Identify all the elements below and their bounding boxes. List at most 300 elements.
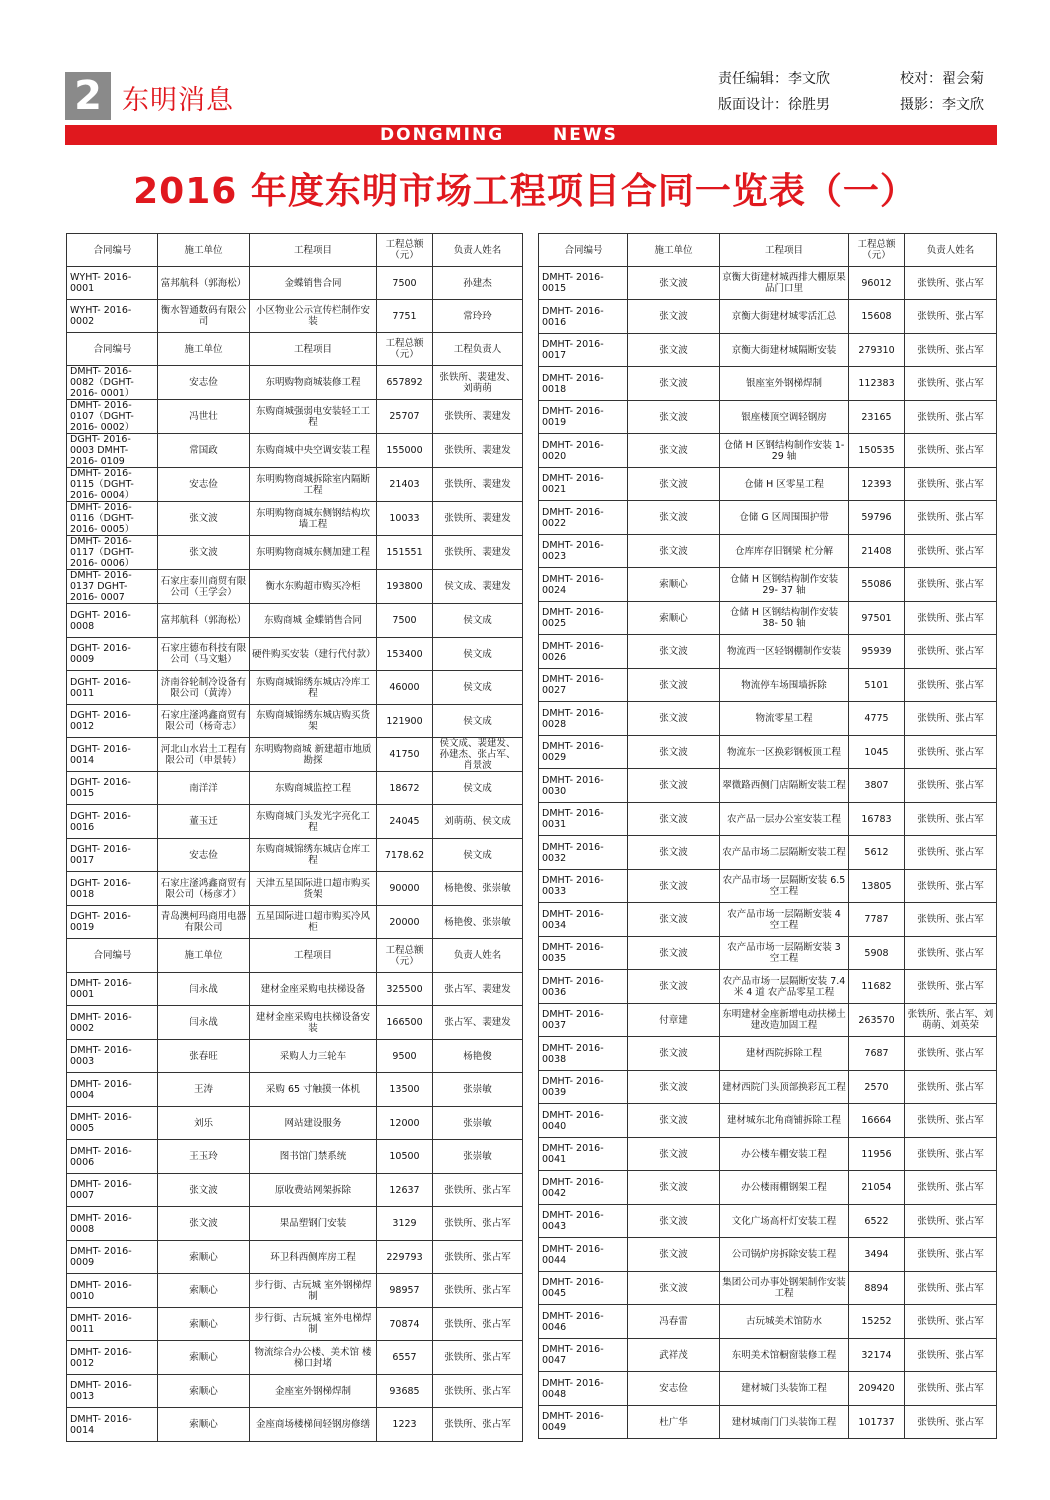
table-cell: 7500 bbox=[377, 604, 433, 638]
table-row bbox=[67, 772, 523, 805]
table-cell: 金座室外钢梯焊制 bbox=[250, 1375, 377, 1408]
table-row bbox=[67, 502, 523, 536]
table-cell: 建材西院门头顶部换彩瓦工程 bbox=[720, 1071, 849, 1104]
table-cell: DGHT- 2016- 0017 bbox=[67, 839, 158, 872]
table-cell: 物流零星工程 bbox=[720, 702, 849, 736]
table-cell: 京衡大街建材城隔断安装 bbox=[720, 334, 849, 367]
table-row bbox=[539, 769, 997, 803]
table-cell: DMHT- 2016- 0014 bbox=[67, 1408, 158, 1442]
table-cell: 安志俭 bbox=[158, 839, 250, 872]
table-cell: 农产品市场一层隔断安装 7.4 米 4 道 农产品零星工程 bbox=[720, 970, 849, 1004]
header-cell: 合同编号 bbox=[67, 234, 158, 267]
table-row bbox=[539, 1004, 997, 1037]
table-cell: 3129 bbox=[377, 1207, 433, 1241]
table-row bbox=[67, 1375, 523, 1408]
table-row bbox=[67, 1274, 523, 1308]
table-cell: DGHT- 2016- 0016 bbox=[67, 805, 158, 839]
table-cell: DGHT- 2016- 0008 bbox=[67, 604, 158, 638]
table-cell: 南洋洋 bbox=[158, 772, 250, 805]
table-cell: DGHT- 2016- 0003 DMHT- 2016- 0109 bbox=[67, 434, 158, 468]
table-cell: 张铁所、张占军 bbox=[433, 1174, 523, 1207]
table-cell: 建材金座采购电扶梯设备 bbox=[250, 973, 377, 1006]
table-row bbox=[67, 1140, 523, 1174]
table-row bbox=[67, 839, 523, 872]
credit-proofreader: 校对：翟会菊 bbox=[900, 71, 984, 87]
table-cell: 7178.62 bbox=[377, 839, 433, 872]
table-cell: 青岛澳柯玛商用电器有限公司 bbox=[158, 906, 250, 939]
table-cell: 张铁所、张占军 bbox=[905, 1138, 997, 1171]
credits-left bbox=[718, 66, 830, 118]
table-cell: 24045 bbox=[377, 805, 433, 839]
table-cell: 张铁所、裴建发、刘萌萌 bbox=[433, 366, 523, 400]
table-row bbox=[67, 1040, 523, 1073]
table-cell: 张文波 bbox=[628, 635, 720, 669]
table-cell: DMHT- 2016- 0010 bbox=[67, 1274, 158, 1308]
table-cell: 常玲玲 bbox=[433, 300, 523, 333]
table-cell: DMHT- 2016- 0082（DGHT- 2016- 0001） bbox=[67, 366, 158, 400]
table-cell: DMHT- 2016- 0026 bbox=[539, 635, 628, 669]
table-cell: 张铁所、张占军 bbox=[905, 1339, 997, 1372]
table-cell: 112383 bbox=[849, 367, 905, 401]
table-cell: 河北山水岩土工程有限公司（申景转） bbox=[158, 738, 250, 772]
table-cell: 索顺心 bbox=[628, 602, 720, 635]
table-cell: 193800 bbox=[377, 570, 433, 604]
table-row bbox=[67, 400, 523, 434]
table-cell: 京衡大街建材城零活汇总 bbox=[720, 300, 849, 334]
table-cell: 张铁所、张占军 bbox=[905, 1372, 997, 1406]
table-row bbox=[539, 401, 997, 434]
table-row bbox=[539, 434, 997, 468]
table-cell: 张铁所、张占军 bbox=[433, 1341, 523, 1375]
table-cell: 229793 bbox=[377, 1241, 433, 1274]
table-row bbox=[67, 738, 523, 772]
table-cell: 5908 bbox=[849, 937, 905, 970]
table-cell: 果品塑钢门安装 bbox=[250, 1207, 377, 1241]
table-cell: 12637 bbox=[377, 1174, 433, 1207]
table-cell: 办公楼雨棚钢架工程 bbox=[720, 1171, 849, 1205]
table-cell: 150535 bbox=[849, 434, 905, 468]
table-cell: 济南谷轮制冷设备有限公司（黄涛） bbox=[158, 671, 250, 705]
table-cell: 23165 bbox=[849, 401, 905, 434]
table-cell: 物流东一区换彩钢板顶工程 bbox=[720, 736, 849, 769]
table-row bbox=[67, 1207, 523, 1241]
table-cell: 杨艳俊、张崇敏 bbox=[433, 906, 523, 939]
table-cell: 刘乐 bbox=[158, 1107, 250, 1140]
table-cell: 金蝶销售合同 bbox=[250, 267, 377, 300]
table-cell: 张铁所、张占军 bbox=[905, 970, 997, 1004]
table-cell: 建材城东北角商铺拆除工程 bbox=[720, 1104, 849, 1138]
table-cell: 刘萌萌、侯文成 bbox=[433, 805, 523, 839]
table-cell: 325500 bbox=[377, 973, 433, 1006]
table-cell: 常国政 bbox=[158, 434, 250, 468]
table-cell: 张文波 bbox=[158, 536, 250, 570]
table-cell: 采购人力三轮车 bbox=[250, 1040, 377, 1073]
table-cell: 11956 bbox=[849, 1138, 905, 1171]
table-cell: 6557 bbox=[377, 1341, 433, 1375]
table-row bbox=[67, 671, 523, 705]
table-cell: DGHT- 2016- 0019 bbox=[67, 906, 158, 939]
table-cell: 东明购物商城拆除室内隔断工程 bbox=[250, 468, 377, 502]
table-row bbox=[67, 434, 523, 468]
table-cell: 仓储 G 区周围围护带 bbox=[720, 501, 849, 535]
table-cell: 13500 bbox=[377, 1073, 433, 1107]
table-row bbox=[67, 872, 523, 906]
table-cell: 7787 bbox=[849, 903, 905, 937]
table-cell: 2570 bbox=[849, 1071, 905, 1104]
table-cell: 张崇敏 bbox=[433, 1140, 523, 1174]
table-cell: 张铁所、张占军 bbox=[905, 1406, 997, 1439]
table-cell: 16664 bbox=[849, 1104, 905, 1138]
table-cell: DMHT- 2016- 0034 bbox=[539, 903, 628, 937]
table-cell: 仓储 H 区钢结构制作安装 1- 29 轴 bbox=[720, 434, 849, 468]
table-cell: 90000 bbox=[377, 872, 433, 906]
table-cell: 东购商城监控工程 bbox=[250, 772, 377, 805]
table-cell: DMHT- 2016- 0040 bbox=[539, 1104, 628, 1138]
table-cell: DMHT- 2016- 0015 bbox=[539, 267, 628, 300]
table-cell: 索顺心 bbox=[158, 1274, 250, 1308]
table-cell: 张铁所、张占军 bbox=[905, 803, 997, 836]
table-cell: 侯文成 bbox=[433, 705, 523, 738]
table-cell: 京衡大街建材城西排大棚原果品门口里 bbox=[720, 267, 849, 300]
table-row bbox=[539, 1272, 997, 1305]
table-cell: 公司锅炉房拆除安装工程 bbox=[720, 1238, 849, 1272]
table-cell: 张文波 bbox=[628, 669, 720, 702]
table-cell: 98957 bbox=[377, 1274, 433, 1308]
table-cell: DMHT- 2016- 0006 bbox=[67, 1140, 158, 1174]
table-cell: 张铁所、张占军 bbox=[433, 1241, 523, 1274]
table-row bbox=[539, 568, 997, 602]
table-row bbox=[67, 906, 523, 939]
table-cell: 索顺心 bbox=[628, 568, 720, 602]
table-row bbox=[539, 1305, 997, 1339]
table-cell: 张铁所、张占军 bbox=[433, 1375, 523, 1408]
table-row bbox=[539, 702, 997, 736]
table-cell: 冯春雷 bbox=[628, 1305, 720, 1339]
table-cell: 文化广场高杆灯安装工程 bbox=[720, 1205, 849, 1238]
table-cell: 索顺心 bbox=[158, 1408, 250, 1442]
table-header-row bbox=[67, 234, 523, 267]
table-cell: 张铁所、张占军 bbox=[905, 535, 997, 568]
table-cell: DMHT- 2016- 0023 bbox=[539, 535, 628, 568]
table-cell: DMHT- 2016- 0039 bbox=[539, 1071, 628, 1104]
header-cell: 施工单位 bbox=[158, 939, 250, 973]
table-cell: 银座室外钢梯焊制 bbox=[720, 367, 849, 401]
table-cell: 步行街、古玩城 室外钢梯焊制 bbox=[250, 1274, 377, 1308]
table-cell: 仓储 H 区零星工程 bbox=[720, 468, 849, 501]
table-cell: 张铁所、张占军 bbox=[905, 769, 997, 803]
table-row bbox=[67, 570, 523, 604]
table-row bbox=[539, 1071, 997, 1104]
table-row bbox=[67, 705, 523, 738]
table-cell: 侯文成、裴建发、孙建杰、张占军、肖景波 bbox=[433, 738, 523, 772]
table-cell: 张文波 bbox=[628, 401, 720, 434]
table-cell: DMHT- 2016- 0011 bbox=[67, 1308, 158, 1341]
table-cell: 张铁所、张占军 bbox=[905, 669, 997, 702]
header-cell: 施工单位 bbox=[158, 333, 250, 366]
table-cell: 张铁所、张占军 bbox=[905, 401, 997, 434]
table-cell: 张崇敏 bbox=[433, 1107, 523, 1140]
table-cell: 张铁所、张占军 bbox=[905, 702, 997, 736]
table-cell: 张铁所、张占军 bbox=[433, 1308, 523, 1341]
table-cell: 张文波 bbox=[628, 267, 720, 300]
table-cell: DMHT- 2016- 0047 bbox=[539, 1339, 628, 1372]
table-cell: 15608 bbox=[849, 300, 905, 334]
table-cell: 96012 bbox=[849, 267, 905, 300]
table-cell: DMHT- 2016- 0003 bbox=[67, 1040, 158, 1073]
table-cell: DMHT- 2016- 0115（DGHT- 2016- 0004） bbox=[67, 468, 158, 502]
header-cell: 工程总额（元） bbox=[377, 939, 433, 973]
table-cell: 张文波 bbox=[628, 1037, 720, 1071]
table-cell: 张文波 bbox=[628, 1138, 720, 1171]
table-cell: 东购商城锦绣东城店购买货架 bbox=[250, 705, 377, 738]
credits-right bbox=[900, 66, 984, 118]
table-cell: 建材金座采购电扶梯设备安装 bbox=[250, 1006, 377, 1040]
table-cell: 衡水智通数码有限公司 bbox=[158, 300, 250, 333]
table-cell: DMHT- 2016- 0043 bbox=[539, 1205, 628, 1238]
table-cell: 13805 bbox=[849, 870, 905, 903]
table-cell: DMHT- 2016- 0107（DGHT- 2016- 0002） bbox=[67, 400, 158, 434]
table-cell: 网站建设服务 bbox=[250, 1107, 377, 1140]
table-row bbox=[67, 1408, 523, 1442]
table-cell: DMHT- 2016- 0032 bbox=[539, 836, 628, 870]
table-cell: 东购商城锦绣东城店仓库工程 bbox=[250, 839, 377, 872]
table-cell: 古玩城美术馆防水 bbox=[720, 1305, 849, 1339]
page-number: 2 bbox=[65, 72, 111, 120]
table-cell: 70874 bbox=[377, 1308, 433, 1341]
table-cell: 张文波 bbox=[628, 970, 720, 1004]
header-cell: 合同编号 bbox=[67, 333, 158, 366]
table-cell: 银座楼顶空调轻钢房 bbox=[720, 401, 849, 434]
table-cell: 155000 bbox=[377, 434, 433, 468]
table-cell: 东明美术馆橱窗装修工程 bbox=[720, 1339, 849, 1372]
table-cell: 硬件购买安装（建行代付款） bbox=[250, 638, 377, 671]
table-cell: 石家庄滏鸿鑫商贸有限公司（杨奇志） bbox=[158, 705, 250, 738]
table-cell: DGHT- 2016- 0011 bbox=[67, 671, 158, 705]
table-cell: DMHT- 2016- 0035 bbox=[539, 937, 628, 970]
table-cell: 金座商场楼梯间轻钢房修缮 bbox=[250, 1408, 377, 1442]
table-cell: 图书馆门禁系统 bbox=[250, 1140, 377, 1174]
table-cell: 张文波 bbox=[628, 1104, 720, 1138]
table-cell: 46000 bbox=[377, 671, 433, 705]
table-cell: 步行街、古玩城 室外电梯焊制 bbox=[250, 1308, 377, 1341]
table-cell: 东购商城锦绣东城店冷库工程 bbox=[250, 671, 377, 705]
table-cell: 张铁所、裴建发 bbox=[433, 400, 523, 434]
table-cell: 张铁所、张占军 bbox=[905, 367, 997, 401]
table-cell: DMHT- 2016- 0018 bbox=[539, 367, 628, 401]
table-cell: DMHT- 2016- 0024 bbox=[539, 568, 628, 602]
table-row bbox=[67, 805, 523, 839]
table-cell: 石家庄滏鸿鑫商贸有限公司（杨彦才） bbox=[158, 872, 250, 906]
table-cell: 东明购物商城装修工程 bbox=[250, 366, 377, 400]
table-cell: 3494 bbox=[849, 1238, 905, 1272]
table-cell: 建材城南门门头装饰工程 bbox=[720, 1406, 849, 1439]
table-cell: 张文波 bbox=[628, 937, 720, 970]
table-cell: 张文波 bbox=[628, 468, 720, 501]
table-cell: 侯文成 bbox=[433, 671, 523, 705]
table-cell: 279310 bbox=[849, 334, 905, 367]
table-cell: 物流综合办公楼、美术馆 楼梯口封堵 bbox=[250, 1341, 377, 1375]
table-cell: 4775 bbox=[849, 702, 905, 736]
table-cell: 张文波 bbox=[158, 502, 250, 536]
table-cell: DMHT- 2016- 0009 bbox=[67, 1241, 158, 1274]
header-cell: 工程总额（元） bbox=[377, 333, 433, 366]
table-cell: 索顺心 bbox=[158, 1341, 250, 1375]
table-row bbox=[539, 334, 997, 367]
table-cell: DGHT- 2016- 0009 bbox=[67, 638, 158, 671]
table-cell: DMHT- 2016- 0046 bbox=[539, 1305, 628, 1339]
table-cell: DGHT- 2016- 0012 bbox=[67, 705, 158, 738]
table-cell: 25707 bbox=[377, 400, 433, 434]
table-cell: 张铁所、张占军 bbox=[905, 1037, 997, 1071]
table-cell: 张铁所、张占军 bbox=[905, 1104, 997, 1138]
table-cell: 侯文成、裴建发 bbox=[433, 570, 523, 604]
table-cell: 153400 bbox=[377, 638, 433, 671]
table-cell: 张文波 bbox=[628, 736, 720, 769]
table-row bbox=[539, 367, 997, 401]
table-cell: 农产品市场一层隔断安装 3 空工程 bbox=[720, 937, 849, 970]
table-row bbox=[67, 366, 523, 400]
table-cell: DMHT- 2016- 0025 bbox=[539, 602, 628, 635]
table-cell: 王玉玲 bbox=[158, 1140, 250, 1174]
table-cell: 石家庄泰川商贸有限公司（王学会） bbox=[158, 570, 250, 604]
table-cell: DMHT- 2016- 0116（DGHT- 2016- 0005） bbox=[67, 502, 158, 536]
table-cell: DMHT- 2016- 0044 bbox=[539, 1238, 628, 1272]
table-cell: 张铁所、张占军 bbox=[433, 1408, 523, 1442]
table-cell: 209420 bbox=[849, 1372, 905, 1406]
table-cell: 张铁所、张占军 bbox=[905, 870, 997, 903]
table-row bbox=[539, 501, 997, 535]
table-cell: 张铁所、张占军 bbox=[905, 1305, 997, 1339]
table-cell: 12000 bbox=[377, 1107, 433, 1140]
table-row bbox=[67, 604, 523, 638]
table-cell: WYHT- 2016- 0002 bbox=[67, 300, 158, 333]
table-row bbox=[67, 267, 523, 300]
table-header-row bbox=[67, 939, 523, 973]
table-cell: 仓储 H 区钢结构制作安装 38- 50 轴 bbox=[720, 602, 849, 635]
table-cell: 侯文成 bbox=[433, 839, 523, 872]
table-cell: 仓储 H 区钢结构制作安装 29- 37 轴 bbox=[720, 568, 849, 602]
table-cell: 张文波 bbox=[628, 434, 720, 468]
table-row bbox=[539, 1037, 997, 1071]
header-cell: 工程总额（元） bbox=[849, 234, 905, 267]
table-cell: 101737 bbox=[849, 1406, 905, 1439]
table-row bbox=[539, 970, 997, 1004]
header-cell: 工程项目 bbox=[720, 234, 849, 267]
table-row bbox=[539, 300, 997, 334]
header-cell: 工程项目 bbox=[250, 333, 377, 366]
table-cell: DGHT- 2016- 0014 bbox=[67, 738, 158, 772]
table-row bbox=[539, 1406, 997, 1439]
table-cell: 张文波 bbox=[628, 367, 720, 401]
table-cell: 张春旺 bbox=[158, 1040, 250, 1073]
table-cell: 侯文成 bbox=[433, 604, 523, 638]
table-cell: 95939 bbox=[849, 635, 905, 669]
header-cell: 合同编号 bbox=[67, 939, 158, 973]
table-cell: DMHT- 2016- 0012 bbox=[67, 1341, 158, 1375]
table-cell: 121900 bbox=[377, 705, 433, 738]
table-cell: 原收费站网架拆除 bbox=[250, 1174, 377, 1207]
table-cell: DMHT- 2016- 0036 bbox=[539, 970, 628, 1004]
section-title: 东明消息 bbox=[122, 85, 234, 116]
table-cell: DMHT- 2016- 0021 bbox=[539, 468, 628, 501]
table-cell: 东明购物商城东侧钢结构坎墙工程 bbox=[250, 502, 377, 536]
table-cell: 张铁所、张占军、刘萌萌、刘英荣 bbox=[905, 1004, 997, 1037]
table-row bbox=[539, 602, 997, 635]
table-row bbox=[67, 1006, 523, 1040]
table-cell: 张文波 bbox=[628, 1272, 720, 1305]
table-cell: 151551 bbox=[377, 536, 433, 570]
table-cell: 41750 bbox=[377, 738, 433, 772]
table-header-row bbox=[67, 333, 523, 366]
table-cell: DMHT- 2016- 0042 bbox=[539, 1171, 628, 1205]
table-row bbox=[539, 1372, 997, 1406]
table-cell: 18672 bbox=[377, 772, 433, 805]
table-cell: 97501 bbox=[849, 602, 905, 635]
table-cell: 张文波 bbox=[628, 870, 720, 903]
table-row bbox=[539, 1238, 997, 1272]
table-row bbox=[67, 1241, 523, 1274]
table-cell: DMHT- 2016- 0045 bbox=[539, 1272, 628, 1305]
table-row bbox=[67, 1174, 523, 1207]
table-cell: 张铁所、张占军 bbox=[905, 568, 997, 602]
table-row bbox=[539, 803, 997, 836]
table-cell: 张铁所、张占军 bbox=[905, 267, 997, 300]
table-row bbox=[67, 1308, 523, 1341]
table-cell: 闫永战 bbox=[158, 1006, 250, 1040]
table-cell: 杨艳俊 bbox=[433, 1040, 523, 1073]
table-cell: 孙建杰 bbox=[433, 267, 523, 300]
table-cell: 张铁所、张占军 bbox=[905, 434, 997, 468]
table-row bbox=[67, 1073, 523, 1107]
table-row bbox=[539, 1104, 997, 1138]
table-cell: DMHT- 2016- 0013 bbox=[67, 1375, 158, 1408]
table-cell: 8894 bbox=[849, 1272, 905, 1305]
table-cell: 12393 bbox=[849, 468, 905, 501]
table-row bbox=[67, 536, 523, 570]
table-cell: 张文波 bbox=[628, 702, 720, 736]
table-cell: 办公楼车棚安装工程 bbox=[720, 1138, 849, 1171]
table-cell: 东明购物商城 新建超市地质勘探 bbox=[250, 738, 377, 772]
table-row bbox=[539, 870, 997, 903]
table-cell: 张铁所、裴建发 bbox=[433, 502, 523, 536]
credit-editor: 责任编辑：李文欣 bbox=[718, 71, 830, 87]
table-cell: DMHT- 2016- 0016 bbox=[539, 300, 628, 334]
table-cell: DMHT- 2016- 0049 bbox=[539, 1406, 628, 1439]
table-cell: 衡水东购超市购买冷柜 bbox=[250, 570, 377, 604]
table-cell: 张铁所、裴建发 bbox=[433, 468, 523, 502]
table-cell: 武祥茂 bbox=[628, 1339, 720, 1372]
table-cell: DMHT- 2016- 0030 bbox=[539, 769, 628, 803]
table-cell: 张文波 bbox=[628, 803, 720, 836]
table-cell: 166500 bbox=[377, 1006, 433, 1040]
table-cell: 富邦航科（郭海松） bbox=[158, 604, 250, 638]
table-cell: 王涛 bbox=[158, 1073, 250, 1107]
header-cell: 工程负责人 bbox=[433, 333, 523, 366]
table-cell: 农产品市场一层隔断安装 4 空工程 bbox=[720, 903, 849, 937]
table-cell: DMHT- 2016- 0029 bbox=[539, 736, 628, 769]
table-row bbox=[539, 535, 997, 568]
table-cell: 张铁所、张占军 bbox=[905, 937, 997, 970]
table-cell: DMHT- 2016- 0008 bbox=[67, 1207, 158, 1241]
table-cell: 7751 bbox=[377, 300, 433, 333]
table-cell: 富邦航科（郭海松） bbox=[158, 267, 250, 300]
table-row bbox=[67, 300, 523, 333]
table-cell: DGHT- 2016- 0018 bbox=[67, 872, 158, 906]
table-cell: 张铁所、张占军 bbox=[905, 468, 997, 501]
table-cell: 93685 bbox=[377, 1375, 433, 1408]
header-cell: 负责人姓名 bbox=[433, 234, 523, 267]
header-cell: 工程项目 bbox=[250, 234, 377, 267]
